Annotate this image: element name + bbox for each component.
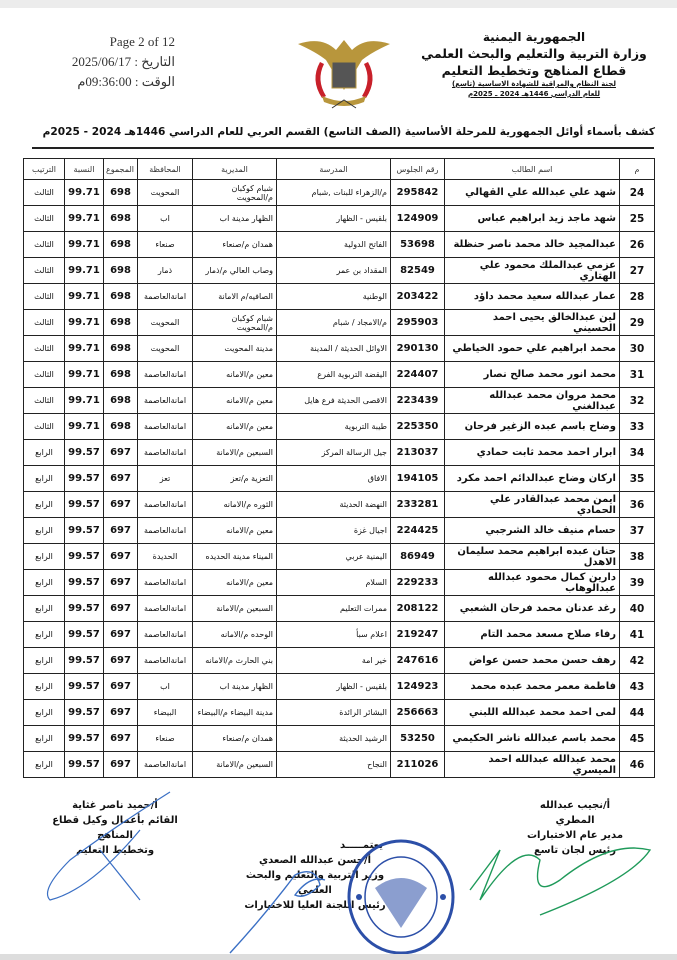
percentage-cell: 99.57 — [65, 648, 104, 674]
seat-number-cell: 223439 — [391, 388, 445, 414]
school-cell: الافاق — [277, 466, 391, 492]
rank-cell: الرابع — [24, 544, 65, 570]
table-row — [24, 206, 655, 232]
school-cell: اليمنية عربي — [277, 544, 391, 570]
table-header-row — [24, 159, 655, 180]
seat-number-cell: 203422 — [391, 284, 445, 310]
rank-cell: الثالث — [24, 232, 65, 258]
signer-title: القائم بأعمال وكيل قطاع المناهج — [52, 815, 178, 841]
total-score-cell: 698 — [104, 206, 138, 232]
percentage-cell: 99.57 — [65, 674, 104, 700]
seat-number-cell: 225350 — [391, 414, 445, 440]
table-row — [24, 492, 655, 518]
signer-title: مدير عام الاختبارات — [526, 830, 624, 841]
table-row — [24, 414, 655, 440]
ministry-name: وزارة التربية والتعليم والبحث العلمي — [421, 46, 647, 61]
total-score-cell: 698 — [104, 336, 138, 362]
directorate-cell: السبعين م/الامانة — [193, 440, 277, 466]
percentage-cell: 99.57 — [65, 622, 104, 648]
school-cell: الوطنية — [277, 284, 391, 310]
percentage-cell: 99.71 — [65, 232, 104, 258]
directorate-cell: همدان م/صنعاء — [193, 232, 277, 258]
row-number-cell: 26 — [620, 232, 655, 258]
row-number-cell: 27 — [620, 258, 655, 284]
document-title: كشف بأسماء أوائل الجمهورية للمرحلة الأساسية (الصف التاسع) القسم العربي للعام الدراسي 1446هـ 2024 - 2025م — [42, 126, 655, 138]
student-name-cell: ايمن محمد عبدالقادر علي الحمادي — [445, 492, 620, 518]
row-number-cell: 39 — [620, 570, 655, 596]
column-header-row-number: م — [620, 159, 655, 180]
row-number-cell: 43 — [620, 674, 655, 700]
print-info — [55, 32, 175, 92]
school-cell: طيبة التربوية — [277, 414, 391, 440]
percentage-cell: 99.71 — [65, 336, 104, 362]
results-table — [23, 158, 655, 778]
governorate-cell: المحويت — [138, 336, 193, 362]
table-row — [24, 310, 655, 336]
seat-number-cell: 233281 — [391, 492, 445, 518]
seat-number-cell: 295903 — [391, 310, 445, 336]
percentage-cell: 99.71 — [65, 180, 104, 206]
student-name-cell: دارين كمال محمود عبدالله عبدالوهاب — [445, 570, 620, 596]
rank-cell: الثالث — [24, 284, 65, 310]
rank-cell: الثالث — [24, 206, 65, 232]
table-row — [24, 336, 655, 362]
directorate-cell: الظهار مدينة اب — [193, 206, 277, 232]
total-score-cell: 697 — [104, 570, 138, 596]
row-number-cell: 41 — [620, 622, 655, 648]
governorate-cell: صنعاء — [138, 726, 193, 752]
column-header-percentage: النسبة — [65, 159, 104, 180]
directorate-cell: بني الحارث م/الامانه — [193, 648, 277, 674]
seat-number-cell: 53698 — [391, 232, 445, 258]
seat-number-cell: 219247 — [391, 622, 445, 648]
governorate-cell: ذمار — [138, 258, 193, 284]
table-row — [24, 232, 655, 258]
student-name-cell: محمد مروان محمد عبدالله عبدالغني — [445, 388, 620, 414]
student-name-cell: فاطمة معمر محمد عبده محمد — [445, 674, 620, 700]
percentage-cell: 99.57 — [65, 700, 104, 726]
governorate-cell: امانةالعاصمة — [138, 492, 193, 518]
total-score-cell: 698 — [104, 362, 138, 388]
school-cell: اجيال غزة — [277, 518, 391, 544]
page-number: Page 2 of 12 — [109, 34, 175, 49]
column-header-rank: الترتيب — [24, 159, 65, 180]
approval-label: يعتمـــــد — [340, 840, 384, 851]
row-number-cell: 34 — [620, 440, 655, 466]
scan-bottom-edge — [0, 954, 677, 960]
percentage-cell: 99.57 — [65, 726, 104, 752]
letterhead — [419, 30, 649, 98]
rank-cell: الثالث — [24, 362, 65, 388]
seat-number-cell: 86949 — [391, 544, 445, 570]
student-name-cell: حسام منيف خالد الشرجبي — [445, 518, 620, 544]
directorate-cell: السبعين م/الامانة — [193, 596, 277, 622]
percentage-cell: 99.57 — [65, 570, 104, 596]
row-number-cell: 45 — [620, 726, 655, 752]
table-row — [24, 752, 655, 778]
student-name-cell: حنان عبده ابراهيم محمد سليمان الاهدل — [445, 544, 620, 570]
rank-cell: الرابع — [24, 726, 65, 752]
row-number-cell: 35 — [620, 466, 655, 492]
signer-title: وزير التربية والتعليم والبحث العلمي — [245, 870, 385, 896]
rank-cell: الثالث — [24, 388, 65, 414]
row-number-cell: 42 — [620, 648, 655, 674]
student-name-cell: رفاء صلاح مسعد محمد التام — [445, 622, 620, 648]
student-name-cell: محمد ابراهيم علي حمود الخياطي — [445, 336, 620, 362]
seat-number-cell: 53250 — [391, 726, 445, 752]
total-score-cell: 697 — [104, 648, 138, 674]
percentage-cell: 99.71 — [65, 258, 104, 284]
sector-name: قطاع المناهج وتخطيط التعليم — [441, 63, 627, 78]
student-name-cell: محمد عبدالله عبدالله احمد الميسري — [445, 752, 620, 778]
directorate-cell: الثوره م/الامانه — [193, 492, 277, 518]
seat-number-cell: 290130 — [391, 336, 445, 362]
signer-name: أ/حسن عبدالله الصعدي — [258, 855, 372, 866]
student-name-cell: لين عبدالخالق يحيى احمد الحسيني — [445, 310, 620, 336]
header-divider — [32, 147, 654, 149]
signer-name: أ/نجيب عبدالله المطري — [539, 800, 611, 826]
percentage-cell: 99.57 — [65, 518, 104, 544]
rank-cell: الثالث — [24, 414, 65, 440]
row-number-cell: 37 — [620, 518, 655, 544]
total-score-cell: 698 — [104, 388, 138, 414]
total-score-cell: 697 — [104, 492, 138, 518]
school-cell: م/الامجاد / شبام — [277, 310, 391, 336]
column-header-seat-number: رقم الجلوس — [391, 159, 445, 180]
governorate-cell: تعز — [138, 466, 193, 492]
row-number-cell: 30 — [620, 336, 655, 362]
school-cell: اليقضة التربوية الفرع — [277, 362, 391, 388]
rank-cell: الرابع — [24, 648, 65, 674]
rank-cell: الرابع — [24, 492, 65, 518]
student-name-cell: رغد عدنان محمد فرحان الشعبي — [445, 596, 620, 622]
student-name-cell: شهد ماجد زيد ابراهيم عباس — [445, 206, 620, 232]
governorate-cell: امانةالعاصمة — [138, 752, 193, 778]
percentage-cell: 99.71 — [65, 206, 104, 232]
directorate-cell: معين م/الامانه — [193, 362, 277, 388]
seat-number-cell: 124923 — [391, 674, 445, 700]
rank-cell: الثالث — [24, 258, 65, 284]
directorate-cell: معين م/الامانه — [193, 414, 277, 440]
column-header-total-score: المجموع — [104, 159, 138, 180]
school-cell: م/الزهراء للبنات ,شبام — [277, 180, 391, 206]
student-name-cell: رهف حسن محمد حسن عواض — [445, 648, 620, 674]
directorate-cell: شبام كوكبان م/المحويت — [193, 310, 277, 336]
total-score-cell: 697 — [104, 544, 138, 570]
table-row — [24, 388, 655, 414]
seat-number-cell: 208122 — [391, 596, 445, 622]
percentage-cell: 99.57 — [65, 440, 104, 466]
school-cell: اعلام سبأ — [277, 622, 391, 648]
school-cell: النهضة الحديثة — [277, 492, 391, 518]
school-cell: بلقيس - الظهار — [277, 206, 391, 232]
handwritten-signature-left — [30, 790, 180, 910]
rank-cell: الثالث — [24, 310, 65, 336]
rank-cell: الثالث — [24, 336, 65, 362]
seat-number-cell: 211026 — [391, 752, 445, 778]
table-row — [24, 518, 655, 544]
total-score-cell: 697 — [104, 466, 138, 492]
governorate-cell: البيضاء — [138, 700, 193, 726]
rank-cell: الرابع — [24, 674, 65, 700]
directorate-cell: مدينة المحويت — [193, 336, 277, 362]
print-time: الوقت : 09:36:00م — [77, 74, 175, 89]
governorate-cell: صنعاء — [138, 232, 193, 258]
row-number-cell: 24 — [620, 180, 655, 206]
total-score-cell: 697 — [104, 518, 138, 544]
governorate-cell: امانةالعاصمة — [138, 596, 193, 622]
directorate-cell: معين م/الامانه — [193, 388, 277, 414]
student-name-cell: وضاح باسم عبده الزغير فرحان — [445, 414, 620, 440]
governorate-cell: امانةالعاصمة — [138, 414, 193, 440]
total-score-cell: 697 — [104, 440, 138, 466]
table-row — [24, 622, 655, 648]
student-name-cell: شهد علي عبدالله علي القهالي — [445, 180, 620, 206]
school-cell: الاوائل الحديثة / المدينة — [277, 336, 391, 362]
column-header-school: المدرسة — [277, 159, 391, 180]
directorate-cell: التعزية م/تعز — [193, 466, 277, 492]
percentage-cell: 99.57 — [65, 596, 104, 622]
percentage-cell: 99.71 — [65, 284, 104, 310]
governorate-cell: امانةالعاصمة — [138, 440, 193, 466]
total-score-cell: 697 — [104, 726, 138, 752]
percentage-cell: 99.71 — [65, 362, 104, 388]
total-score-cell: 697 — [104, 700, 138, 726]
percentage-cell: 99.57 — [65, 544, 104, 570]
table-row — [24, 648, 655, 674]
total-score-cell: 697 — [104, 752, 138, 778]
directorate-cell: الظهار مدينة اب — [193, 674, 277, 700]
school-cell: بلقيس - الظهار — [277, 674, 391, 700]
school-cell: السلام — [277, 570, 391, 596]
row-number-cell: 28 — [620, 284, 655, 310]
table-row — [24, 440, 655, 466]
governorate-cell: امانةالعاصمة — [138, 388, 193, 414]
total-score-cell: 698 — [104, 310, 138, 336]
seat-number-cell: 224425 — [391, 518, 445, 544]
table-row — [24, 258, 655, 284]
signer-title: رئيس لجان تاسع — [533, 845, 617, 856]
percentage-cell: 99.57 — [65, 492, 104, 518]
percentage-cell: 99.71 — [65, 310, 104, 336]
table-row — [24, 596, 655, 622]
row-number-cell: 46 — [620, 752, 655, 778]
table-row — [24, 466, 655, 492]
column-header-governorate: المحافظة — [138, 159, 193, 180]
rank-cell: الثالث — [24, 180, 65, 206]
table-row — [24, 544, 655, 570]
student-name-cell: عبدالمجيد خالد محمد ناصر حنظلة — [445, 232, 620, 258]
rank-cell: الرابع — [24, 570, 65, 596]
governorate-cell: اب — [138, 674, 193, 700]
rank-cell: الرابع — [24, 752, 65, 778]
student-name-cell: عزمي عبدالملك محمود علي الهتاري — [445, 258, 620, 284]
percentage-cell: 99.57 — [65, 466, 104, 492]
school-cell: الفاتح الدولية — [277, 232, 391, 258]
total-score-cell: 698 — [104, 232, 138, 258]
row-number-cell: 38 — [620, 544, 655, 570]
handwritten-signature-center — [225, 855, 335, 955]
governorate-cell: الحديدة — [138, 544, 193, 570]
total-score-cell: 698 — [104, 258, 138, 284]
seat-number-cell: 295842 — [391, 180, 445, 206]
rank-cell: الرابع — [24, 622, 65, 648]
total-score-cell: 697 — [104, 674, 138, 700]
directorate-cell: الميناء مدينة الحديده — [193, 544, 277, 570]
scan-top-edge — [0, 0, 677, 8]
directorate-cell: شبام كوكبان م/المحويت — [193, 180, 277, 206]
table-row — [24, 284, 655, 310]
table-row — [24, 180, 655, 206]
row-number-cell: 29 — [620, 310, 655, 336]
student-name-cell: محمد باسم عبدالله ناشر الحكيمي — [445, 726, 620, 752]
seat-number-cell: 247616 — [391, 648, 445, 674]
signer-title: وتخطيط التعليم — [75, 845, 155, 856]
directorate-cell: الصافيه/م الامانة — [193, 284, 277, 310]
governorate-cell: امانةالعاصمة — [138, 622, 193, 648]
seat-number-cell: 224407 — [391, 362, 445, 388]
country-name: الجمهورية اليمنية — [482, 30, 586, 44]
row-number-cell: 33 — [620, 414, 655, 440]
school-cell: النجاح — [277, 752, 391, 778]
table-row — [24, 674, 655, 700]
school-cell: الرشيد الحديثة — [277, 726, 391, 752]
school-cell: البشائر الرائدة — [277, 700, 391, 726]
governorate-cell: امانةالعاصمة — [138, 570, 193, 596]
signer-name: أ/حميد ناصر غثاية — [72, 800, 158, 811]
seat-number-cell: 82549 — [391, 258, 445, 284]
table-row — [24, 570, 655, 596]
ministry-stamp — [345, 838, 457, 956]
school-cell: خير امة — [277, 648, 391, 674]
rank-cell: الرابع — [24, 518, 65, 544]
seat-number-cell: 256663 — [391, 700, 445, 726]
governorate-cell: امانةالعاصمة — [138, 648, 193, 674]
percentage-cell: 99.71 — [65, 414, 104, 440]
total-score-cell: 697 — [104, 622, 138, 648]
committee-name: لجنة النظام والمراقبة للشهادة الاساسية (تاسع) — [452, 80, 616, 88]
row-number-cell: 40 — [620, 596, 655, 622]
seat-number-cell: 124909 — [391, 206, 445, 232]
column-header-student-name: اسم الطالب — [445, 159, 620, 180]
seat-number-cell: 213037 — [391, 440, 445, 466]
governorate-cell: امانةالعاصمة — [138, 284, 193, 310]
school-cell: ممرات التعليم — [277, 596, 391, 622]
rank-cell: الرابع — [24, 440, 65, 466]
student-name-cell: اركان وضاح عبدالدائم احمد مكرد — [445, 466, 620, 492]
percentage-cell: 99.57 — [65, 752, 104, 778]
directorate-cell: مدينة البيضاء م/البيضاء — [193, 700, 277, 726]
seat-number-cell: 194105 — [391, 466, 445, 492]
row-number-cell: 36 — [620, 492, 655, 518]
total-score-cell: 697 — [104, 596, 138, 622]
total-score-cell: 698 — [104, 414, 138, 440]
table-row — [24, 362, 655, 388]
governorate-cell: اب — [138, 206, 193, 232]
print-date: التاريخ : 2025/06/17 — [71, 54, 175, 69]
directorate-cell: وصاب العالي م/ذمار — [193, 258, 277, 284]
table-row — [24, 700, 655, 726]
academic-year: للعام الدراسي 1446هـ 2024 ـ 2025م — [467, 90, 601, 98]
rank-cell: الرابع — [24, 466, 65, 492]
directorate-cell: معين م/الامانه — [193, 570, 277, 596]
governorate-cell: امانةالعاصمة — [138, 362, 193, 388]
row-number-cell: 31 — [620, 362, 655, 388]
signer-title: رئيس اللجنة العليا للاختبارات — [244, 900, 386, 911]
percentage-cell: 99.71 — [65, 388, 104, 414]
student-name-cell: ابرار احمد محمد ثابت حمادي — [445, 440, 620, 466]
yemen-eagle-emblem — [292, 30, 396, 116]
row-number-cell: 25 — [620, 206, 655, 232]
rank-cell: الرابع — [24, 700, 65, 726]
rank-cell: الرابع — [24, 596, 65, 622]
total-score-cell: 698 — [104, 180, 138, 206]
directorate-cell: السبعين م/الامانة — [193, 752, 277, 778]
governorate-cell: المحويت — [138, 180, 193, 206]
student-name-cell: محمد انور محمد صالح نصار — [445, 362, 620, 388]
directorate-cell: همدان م/صنعاء — [193, 726, 277, 752]
governorate-cell: امانةالعاصمة — [138, 518, 193, 544]
school-cell: الاقصى الحديثة فرع هايل — [277, 388, 391, 414]
directorate-cell: الوحده م/الامانه — [193, 622, 277, 648]
handwritten-signature-right — [460, 820, 660, 920]
school-cell: جيل الرسالة المركز — [277, 440, 391, 466]
student-name-cell: لمى احمد محمد عبدالله اللبني — [445, 700, 620, 726]
row-number-cell: 44 — [620, 700, 655, 726]
table-row — [24, 726, 655, 752]
school-cell: المقداد بن عمر — [277, 258, 391, 284]
row-number-cell: 32 — [620, 388, 655, 414]
column-header-directorate: المديرية — [193, 159, 277, 180]
seat-number-cell: 229233 — [391, 570, 445, 596]
student-name-cell: عمار عبدالله سعيد محمد داؤد — [445, 284, 620, 310]
total-score-cell: 698 — [104, 284, 138, 310]
directorate-cell: معين م/الامانه — [193, 518, 277, 544]
governorate-cell: المحويت — [138, 310, 193, 336]
